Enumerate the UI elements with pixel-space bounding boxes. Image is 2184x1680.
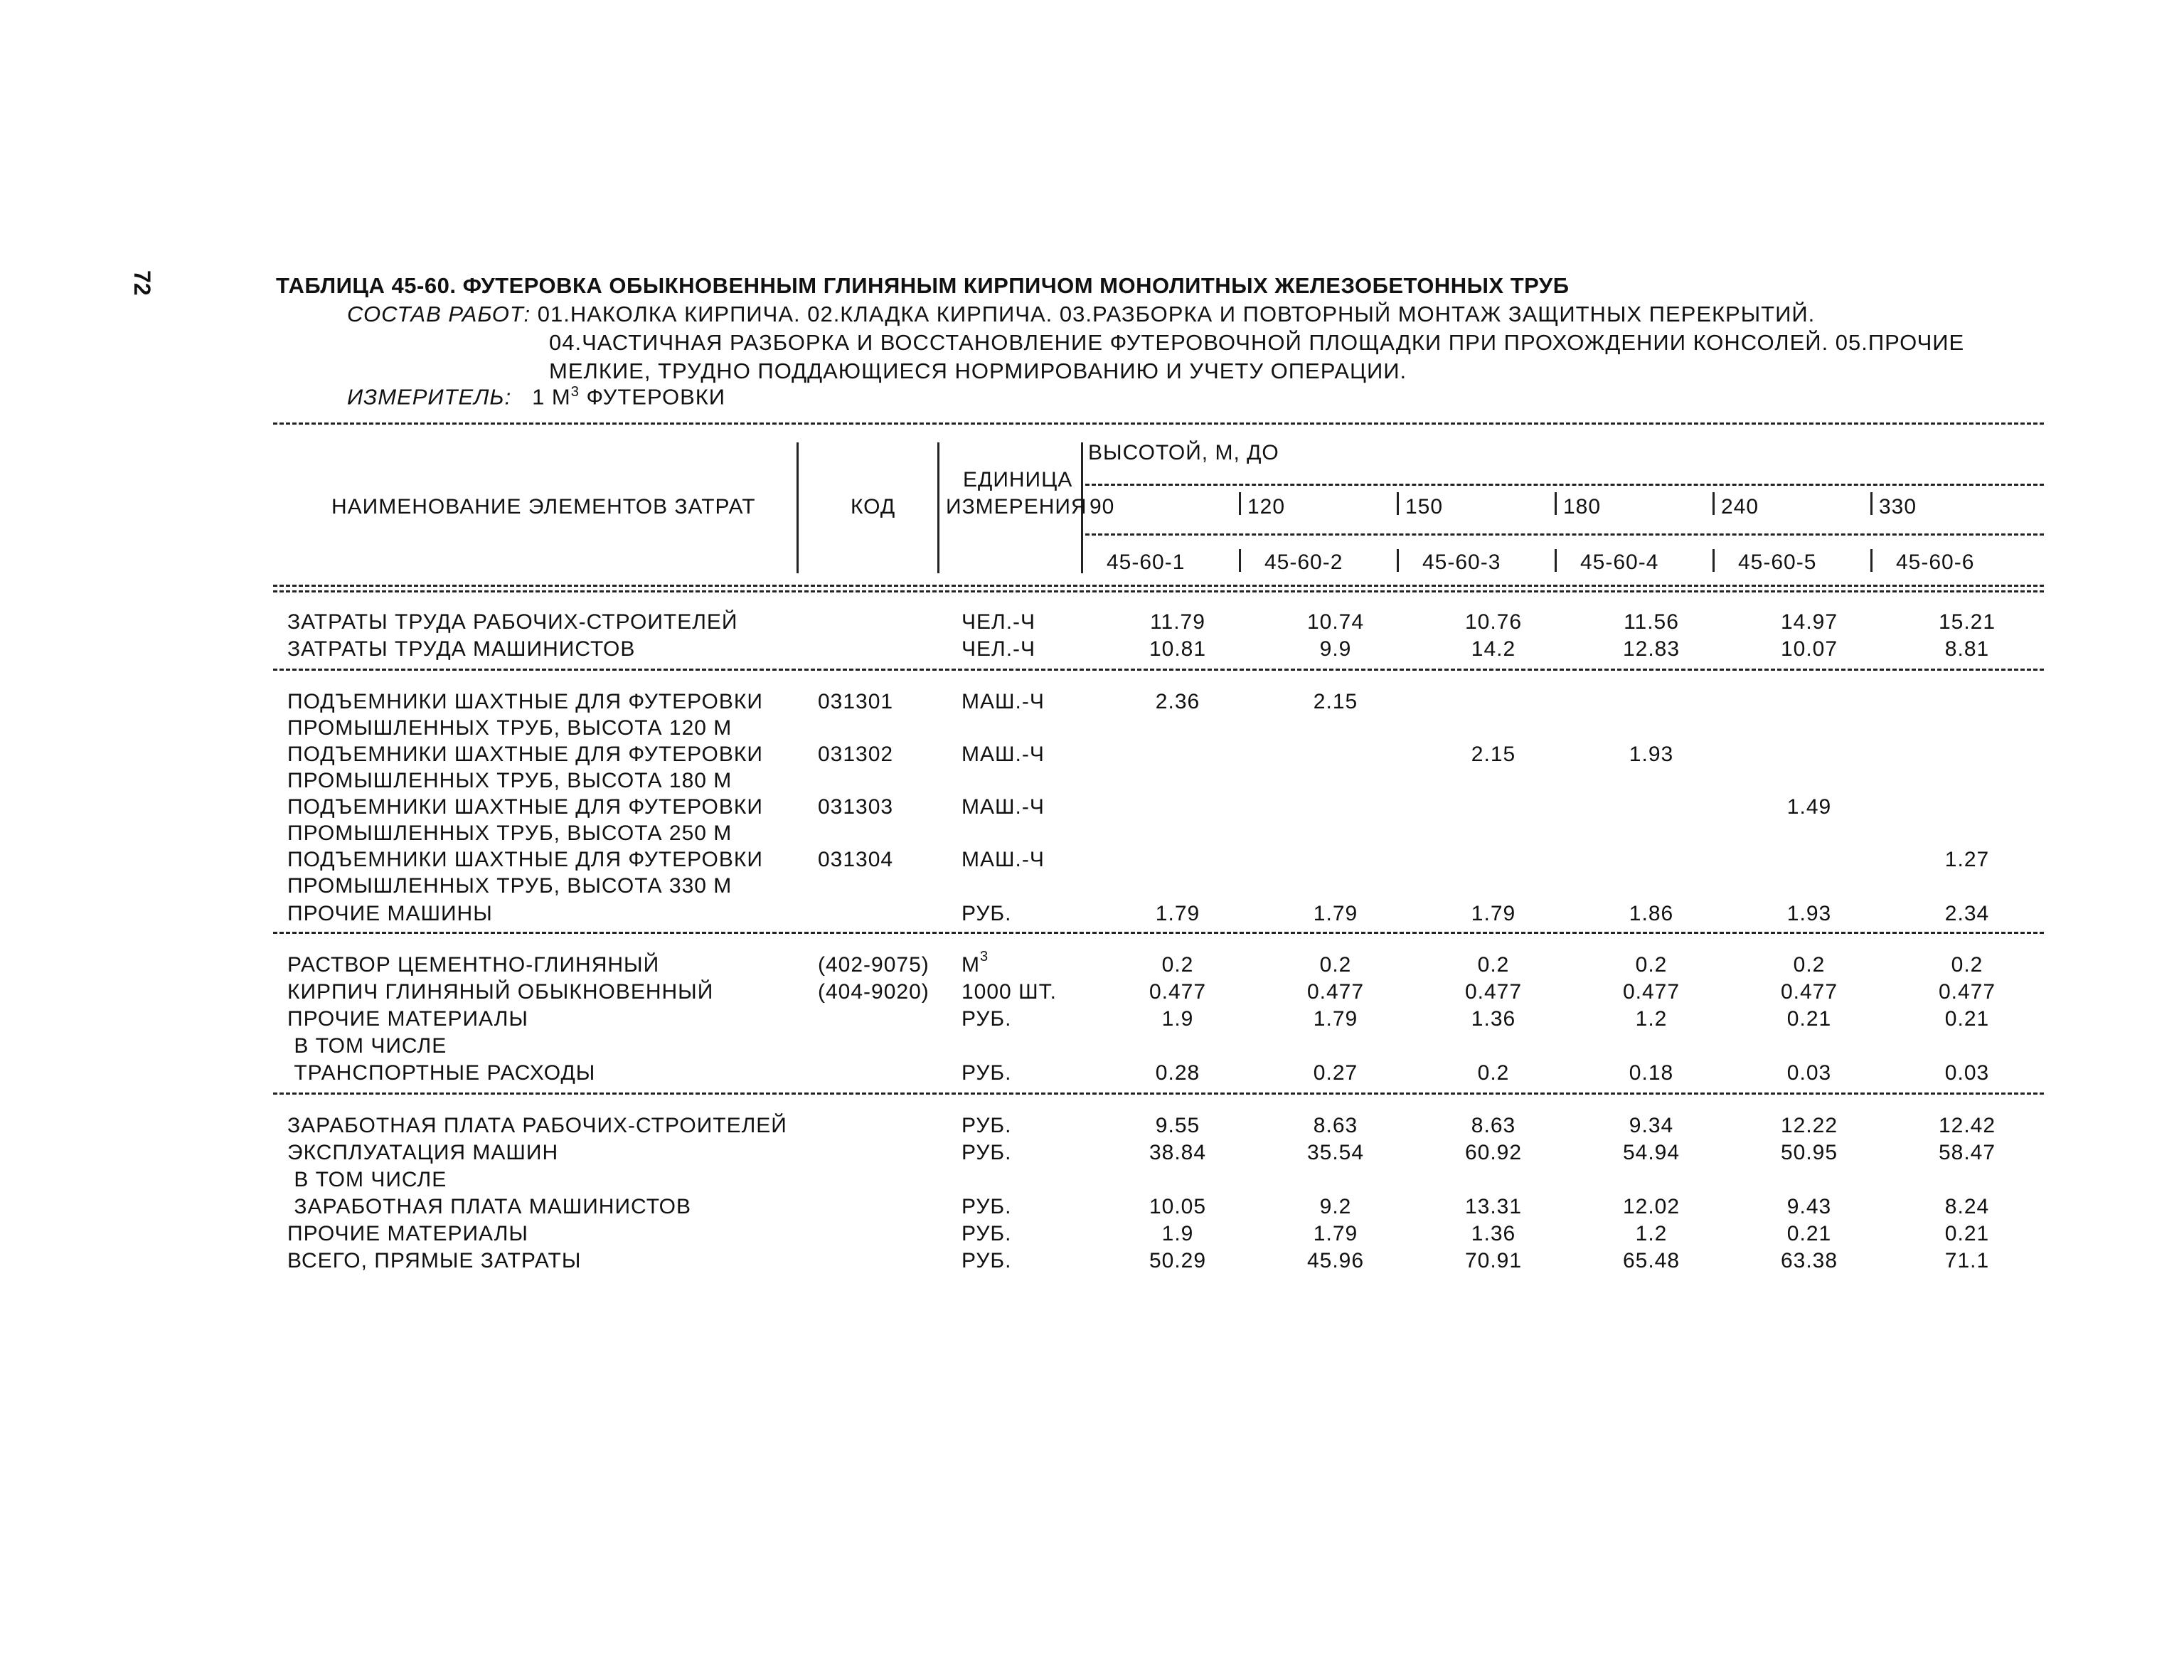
mortar-value-3: 0.2 — [1477, 953, 1510, 977]
other_mat2-value-1: 1.9 — [1161, 1222, 1194, 1245]
code-45-60-1: 45-60-1 — [1107, 551, 1186, 574]
vbar-c6 — [1870, 549, 1873, 572]
vbar-c4 — [1555, 549, 1557, 572]
transport-value-6: 0.03 — [1944, 1061, 1990, 1085]
wage_mach-unit: РУБ. — [962, 1195, 1012, 1218]
other_mat1-value-3: 1.36 — [1471, 1007, 1516, 1031]
vbar-h3 — [1397, 492, 1399, 515]
other_mat2-value-4: 1.2 — [1635, 1222, 1668, 1245]
rule-header-bottom-2 — [273, 590, 2044, 592]
height-330: 330 — [1879, 495, 1917, 519]
wage-value-6: 12.42 — [1938, 1114, 1996, 1137]
machines-value-5: 50.95 — [1780, 1141, 1838, 1164]
other_mat2-value-2: 1.79 — [1313, 1222, 1358, 1245]
page-number: 72 — [129, 270, 155, 296]
other_mat1-value-2: 1.79 — [1313, 1007, 1358, 1031]
rule-top — [273, 422, 2044, 425]
vbar-c5 — [1712, 549, 1715, 572]
total-value-6: 71.1 — [1944, 1249, 1990, 1272]
wage_mach-value-5: 9.43 — [1786, 1195, 1832, 1218]
transport-value-5: 0.03 — [1786, 1061, 1832, 1085]
total-value-2: 45.96 — [1306, 1249, 1365, 1272]
machines-unit: РУБ. — [962, 1141, 1012, 1164]
labor1-name: ЗАТРАТЫ ТРУДА РАБОЧИХ-СТРОИТЕЛЕЙ — [287, 610, 738, 634]
total-value-4: 65.48 — [1622, 1249, 1680, 1272]
m4-value-6: 1.27 — [1944, 848, 1990, 871]
labor1-value-1: 11.79 — [1150, 610, 1205, 634]
labor2-value-3: 14.2 — [1471, 637, 1516, 661]
other_machines-value-5: 1.93 — [1786, 902, 1832, 925]
other_mat1-value-5: 0.21 — [1786, 1007, 1832, 1031]
wage-value-5: 12.22 — [1780, 1114, 1838, 1137]
height-120: 120 — [1247, 495, 1286, 519]
brick-value-2: 0.477 — [1306, 980, 1365, 1004]
machines-value-6: 58.47 — [1938, 1141, 1996, 1164]
other_mat2-value-6: 0.21 — [1944, 1222, 1990, 1245]
code-45-60-4: 45-60-4 — [1580, 551, 1659, 574]
mortar-unit: М — [962, 953, 980, 977]
brick-value-1: 0.477 — [1149, 980, 1207, 1004]
other_mat2-name: ПРОЧИЕ МАТЕРИАЛЫ — [287, 1222, 528, 1245]
meter-label: ИЗМЕРИТЕЛЬ: — [347, 384, 512, 410]
brick-code: (404-9020) — [818, 980, 929, 1004]
wage-value-4: 9.34 — [1629, 1114, 1674, 1137]
height-90: 90 — [1090, 495, 1115, 519]
rule-after-materials — [273, 1092, 2044, 1095]
wage_mach-value-1: 10.05 — [1149, 1195, 1207, 1218]
labor1-value-2: 10.74 — [1306, 610, 1365, 634]
code-45-60-2: 45-60-2 — [1264, 551, 1343, 574]
brick-value-5: 0.477 — [1780, 980, 1838, 1004]
wage_mach-value-4: 12.02 — [1622, 1195, 1680, 1218]
m2-code: 031302 — [818, 743, 894, 766]
mortar-value-2: 0.2 — [1319, 953, 1352, 977]
wage-unit: РУБ. — [962, 1114, 1012, 1137]
composition-text-1: 01.НАКОЛКА КИРПИЧА. 02.КЛАДКА КИРПИЧА. 03.РАЗБОРКА И ПОВТОРНЫЙ МОНТАЖ ЗАЩИТНЫХ ПЕРЕКРЫТИЙ. — [537, 302, 1816, 326]
machines-value-4: 54.94 — [1622, 1141, 1680, 1164]
m1-code: 031301 — [818, 690, 894, 713]
vbar-c3 — [1397, 549, 1399, 572]
other_machines-unit: РУБ. — [962, 902, 1012, 925]
meter-value-prefix: 1 М — [532, 384, 571, 410]
wage_mach-name: ЗАРАБОТНАЯ ПЛАТА МАШИНИСТОВ — [287, 1195, 692, 1218]
wage-value-2: 8.63 — [1313, 1114, 1358, 1137]
mortar-unit-sup: 3 — [980, 949, 989, 964]
wage-name: ЗАРАБОТНАЯ ПЛАТА РАБОЧИХ-СТРОИТЕЛЕЙ — [287, 1114, 787, 1137]
incl1-name: В ТОМ ЧИСЛЕ — [287, 1034, 447, 1058]
total-unit: РУБ. — [962, 1249, 1012, 1272]
code-45-60-6: 45-60-6 — [1896, 551, 1975, 574]
total-value-5: 63.38 — [1780, 1249, 1838, 1272]
rule-after-labor — [273, 669, 2044, 671]
other_machines-value-2: 1.79 — [1313, 902, 1358, 925]
m3-unit: МАШ.-Ч — [962, 795, 1045, 819]
wage_mach-value-6: 8.24 — [1944, 1195, 1990, 1218]
vbar-h4 — [1555, 492, 1557, 515]
other_mat1-name: ПРОЧИЕ МАТЕРИАЛЫ — [287, 1007, 528, 1031]
other_machines-value-1: 1.79 — [1155, 902, 1200, 925]
header-unit-col-1: ЕДИНИЦА — [963, 468, 1073, 491]
brick-value-4: 0.477 — [1622, 980, 1680, 1004]
other_machines-value-6: 2.34 — [1944, 902, 1990, 925]
rule-codes-header — [1085, 533, 2044, 536]
total-value-3: 70.91 — [1464, 1249, 1523, 1272]
wage-value-1: 9.55 — [1155, 1114, 1200, 1137]
other_mat1-value-6: 0.21 — [1944, 1007, 1990, 1031]
m3-name-line-1: ПОДЪЕМНИКИ ШАХТНЫЕ ДЛЯ ФУТЕРОВКИ — [287, 795, 763, 819]
m2-value-3: 2.15 — [1471, 743, 1516, 766]
mortar-value-4: 0.2 — [1635, 953, 1668, 977]
meter-value-sup: 3 — [570, 384, 580, 400]
other_machines-value-3: 1.79 — [1471, 902, 1516, 925]
labor2-name: ЗАТРАТЫ ТРУДА МАШИНИСТОВ — [287, 637, 636, 661]
code-45-60-3: 45-60-3 — [1422, 551, 1501, 574]
height-150: 150 — [1405, 495, 1444, 519]
vbar-h2 — [1239, 492, 1241, 515]
m1-name-line-2: ПРОМЫШЛЕННЫХ ТРУБ, ВЫСОТА 120 М — [287, 716, 733, 740]
transport-name: ТРАНСПОРТНЫЕ РАСХОДЫ — [287, 1061, 596, 1085]
other_mat1-value-4: 1.2 — [1635, 1007, 1668, 1031]
m3-name-line-2: ПРОМЫШЛЕННЫХ ТРУБ, ВЫСОТА 250 М — [287, 822, 733, 845]
labor1-value-3: 10.76 — [1464, 610, 1523, 634]
m3-value-5: 1.49 — [1786, 795, 1832, 819]
vbar-h5 — [1712, 492, 1715, 515]
m2-name-line-1: ПОДЪЕМНИКИ ШАХТНЫЕ ДЛЯ ФУТЕРОВКИ — [287, 743, 763, 766]
meter-line — [347, 384, 725, 410]
brick-name: КИРПИЧ ГЛИНЯНЫЙ ОБЫКНОВЕННЫЙ — [287, 980, 714, 1004]
other_mat2-value-3: 1.36 — [1471, 1222, 1516, 1245]
labor2-value-1: 10.81 — [1149, 637, 1207, 661]
labor2-value-6: 8.81 — [1944, 637, 1990, 661]
machines-value-2: 35.54 — [1306, 1141, 1365, 1164]
composition-line-1 — [347, 302, 1815, 327]
header-height-label: ВЫСОТОЙ, М, ДО — [1088, 441, 1279, 464]
m4-unit: МАШ.-Ч — [962, 848, 1045, 871]
total-value-1: 50.29 — [1149, 1249, 1207, 1272]
labor2-value-4: 12.83 — [1622, 637, 1680, 661]
mortar-code: (402-9075) — [818, 953, 929, 977]
m2-value-4: 1.93 — [1629, 743, 1674, 766]
brick-value-6: 0.477 — [1938, 980, 1996, 1004]
other_mat2-unit: РУБ. — [962, 1222, 1012, 1245]
table-title: ТАБЛИЦА 45-60. ФУТЕРОВКА ОБЫКНОВЕННЫМ ГЛИНЯНЫМ КИРПИЧОМ МОНОЛИТНЫХ ЖЕЛЕЗОБЕТОННЫХ ТРУБ — [276, 273, 1570, 298]
composition-line-3: МЕЛКИЕ, ТРУДНО ПОДДАЮЩИЕСЯ НОРМИРОВАНИЮ И УЧЕТУ ОПЕРАЦИИ. — [549, 358, 1407, 383]
vbar-c2 — [1239, 549, 1241, 572]
vbar-code-unit — [937, 442, 939, 573]
meter-value-suffix: ФУТЕРОВКИ — [579, 384, 726, 410]
rule-after-machines — [273, 932, 2044, 934]
labor1-unit: ЧЕЛ.-Ч — [962, 610, 1036, 634]
wage-value-3: 8.63 — [1471, 1114, 1516, 1137]
incl2-name: В ТОМ ЧИСЛЕ — [287, 1168, 447, 1191]
m4-name-line-2: ПРОМЫШЛЕННЫХ ТРУБ, ВЫСОТА 330 М — [287, 874, 733, 898]
m4-name-line-1: ПОДЪЕМНИКИ ШАХТНЫЕ ДЛЯ ФУТЕРОВКИ — [287, 848, 763, 871]
other_machines-name: ПРОЧИЕ МАШИНЫ — [287, 902, 493, 925]
labor1-value-6: 15.21 — [1938, 610, 1996, 634]
vbar-name-code — [797, 442, 799, 573]
header-name-col: НАИМЕНОВАНИЕ ЭЛЕМЕНТОВ ЗАТРАТ — [331, 495, 756, 519]
labor2-value-5: 10.07 — [1780, 637, 1838, 661]
m1-value-1: 2.36 — [1155, 690, 1200, 713]
transport-value-2: 0.27 — [1313, 1061, 1358, 1085]
m2-unit: МАШ.-Ч — [962, 743, 1045, 766]
mortar-value-1: 0.2 — [1161, 953, 1194, 977]
m1-name-line-1: ПОДЪЕМНИКИ ШАХТНЫЕ ДЛЯ ФУТЕРОВКИ — [287, 690, 763, 713]
transport-value-4: 0.18 — [1629, 1061, 1674, 1085]
height-180: 180 — [1563, 495, 1602, 519]
composition-line-2: 04.ЧАСТИЧНАЯ РАЗБОРКА И ВОССТАНОВЛЕНИЕ ФУТЕРОВОЧНОЙ ПЛОЩАДКИ ПРИ ПРОХОЖДЕНИИ КОНСОЛЕЙ. 05.ПРОЧИЕ — [549, 330, 1965, 355]
other_mat2-value-5: 0.21 — [1786, 1222, 1832, 1245]
m1-unit: МАШ.-Ч — [962, 690, 1045, 713]
machines-value-3: 60.92 — [1464, 1141, 1523, 1164]
wage_mach-value-2: 9.2 — [1319, 1195, 1352, 1218]
mortar-value-6: 0.2 — [1951, 953, 1983, 977]
machines-name: ЭКСПЛУАТАЦИЯ МАШИН — [287, 1141, 559, 1164]
other_machines-value-4: 1.86 — [1629, 902, 1674, 925]
code-45-60-5: 45-60-5 — [1738, 551, 1817, 574]
m1-value-2: 2.15 — [1313, 690, 1358, 713]
header-code-col: КОД — [851, 495, 896, 519]
labor2-unit: ЧЕЛ.-Ч — [962, 637, 1036, 661]
labor1-value-4: 11.56 — [1624, 610, 1679, 634]
labor2-value-2: 9.9 — [1319, 637, 1352, 661]
m3-code: 031303 — [818, 795, 894, 819]
other_mat1-value-1: 1.9 — [1161, 1007, 1194, 1031]
wage_mach-value-3: 13.31 — [1464, 1195, 1523, 1218]
other_mat1-unit: РУБ. — [962, 1007, 1012, 1031]
transport-value-1: 0.28 — [1155, 1061, 1200, 1085]
m2-name-line-2: ПРОМЫШЛЕННЫХ ТРУБ, ВЫСОТА 180 М — [287, 769, 733, 792]
transport-unit: РУБ. — [962, 1061, 1012, 1085]
machines-value-1: 38.84 — [1149, 1141, 1207, 1164]
mortar-name: РАСТВОР ЦЕМЕНТНО-ГЛИНЯНЫЙ — [287, 953, 660, 977]
m4-code: 031304 — [818, 848, 894, 871]
mortar-value-5: 0.2 — [1793, 953, 1826, 977]
rule-header-bottom — [273, 585, 2044, 587]
vbar-h6 — [1870, 492, 1873, 515]
composition-label: СОСТАВ РАБОТ: — [347, 302, 531, 326]
brick-value-3: 0.477 — [1464, 980, 1523, 1004]
transport-value-3: 0.2 — [1477, 1061, 1510, 1085]
height-240: 240 — [1721, 495, 1759, 519]
brick-unit: 1000 ШТ. — [962, 980, 1057, 1004]
rule-height-header — [1085, 484, 2044, 486]
header-unit-col-2: ИЗМЕРЕНИЯ — [946, 495, 1087, 519]
labor1-value-5: 14.97 — [1780, 610, 1838, 634]
total-name: ВСЕГО, ПРЯМЫЕ ЗАТРАТЫ — [287, 1249, 582, 1272]
